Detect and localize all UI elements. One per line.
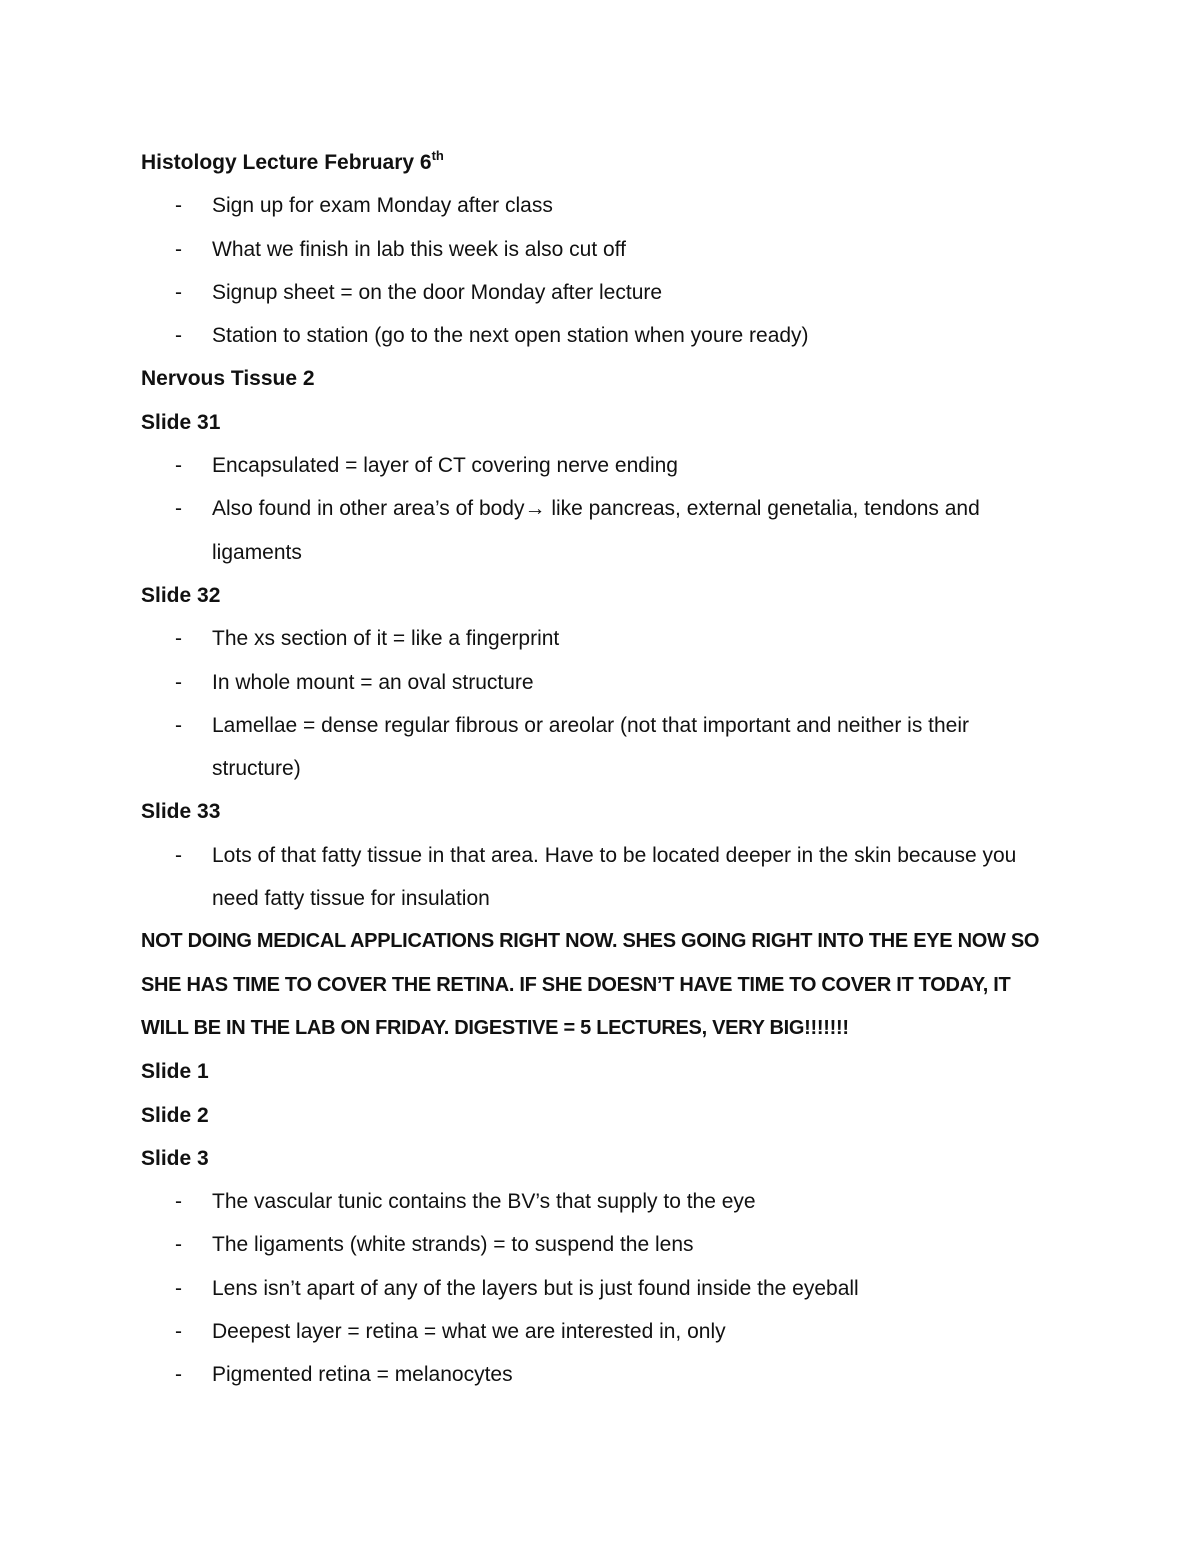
list-item: - Also found in other area’s of body→ like pancreas, external genetalia, tendons and ligaments — [141, 487, 1062, 574]
list-item: - Lamellae = dense regular fibrous or areolar (not that important and neither is their structure) — [141, 704, 1062, 791]
dash-marker: - — [175, 713, 182, 737]
section-heading: Nervous Tissue 2 — [141, 367, 315, 391]
dash-marker: - — [175, 324, 182, 348]
list-item: - In whole mount = an oval structure — [141, 661, 1061, 704]
dash-marker: - — [175, 843, 182, 867]
dash-marker: - — [175, 1233, 182, 1257]
notice-line: WILL BE IN THE LAB ON FRIDAY. DIGESTIVE = 5 LECTURES, VERY BIG!!!!!!! — [141, 1016, 849, 1039]
slide-2-heading: Slide 2 — [141, 1103, 209, 1127]
list-item: - Pigmented retina = melanocytes — [141, 1353, 1061, 1396]
notice-block — [141, 920, 1061, 1050]
slide-31-heading: Slide 31 — [141, 410, 221, 434]
document-title — [141, 141, 1061, 184]
list-item: - Encapsulated = layer of CT covering nerve ending — [141, 444, 1061, 487]
notice-line: NOT DOING MEDICAL APPLICATIONS RIGHT NOW. SHES GOING RIGHT INTO THE EYE NOW SO — [141, 930, 1040, 953]
dash-marker: - — [175, 237, 182, 261]
list-item: - The vascular tunic contains the BV’s that supply to the eye — [141, 1180, 1061, 1223]
list-item: - Signup sheet = on the door Monday after lecture — [141, 271, 1061, 314]
list-item: - Lens isn’t apart of any of the layers but is just found inside the eyeball — [141, 1267, 1061, 1310]
list-item: - Lots of that fatty tissue in that area. Have to be located deeper in the skin because you need fatty tissue for insulation — [141, 834, 1062, 921]
dash-marker: - — [175, 497, 182, 521]
dash-marker: - — [175, 454, 182, 478]
dash-marker: - — [175, 194, 182, 218]
slide-3-heading: Slide 3 — [141, 1146, 209, 1170]
slide-32-heading: Slide 32 — [141, 583, 221, 607]
slide-32-bullet-list — [141, 617, 1061, 790]
document-page — [141, 141, 1061, 1397]
list-item: - What we finish in lab this week is also cut off — [141, 228, 1061, 271]
slide-31-bullet-list — [141, 444, 1061, 574]
intro-bullet-list — [141, 184, 1061, 357]
slide-1-heading: Slide 1 — [141, 1060, 209, 1084]
list-item: - Deepest layer = retina = what we are interested in, only — [141, 1310, 1061, 1353]
dash-marker: - — [175, 1320, 182, 1344]
dash-marker: - — [175, 1363, 182, 1387]
dash-marker: - — [175, 280, 182, 304]
dash-marker: - — [175, 1190, 182, 1214]
title-superscript: th — [431, 148, 444, 163]
slide-3-bullet-list — [141, 1180, 1061, 1396]
dash-marker: - — [175, 627, 182, 651]
list-item: - Sign up for exam Monday after class — [141, 184, 1061, 227]
list-item: - Station to station (go to the next open station when youre ready) — [141, 314, 1061, 357]
dash-marker: - — [175, 1276, 182, 1300]
dash-marker: - — [175, 670, 182, 694]
list-item: - The xs section of it = like a fingerprint — [141, 617, 1061, 660]
slide-33-bullet-list — [141, 834, 1061, 921]
slide-33-heading: Slide 33 — [141, 800, 221, 824]
notice-line: SHE HAS TIME TO COVER THE RETINA. IF SHE DOESN’T HAVE TIME TO COVER IT TODAY, IT — [141, 973, 1011, 996]
list-item: - The ligaments (white strands) = to suspend the lens — [141, 1223, 1061, 1266]
title-text: Histology Lecture February 6 — [141, 151, 432, 174]
